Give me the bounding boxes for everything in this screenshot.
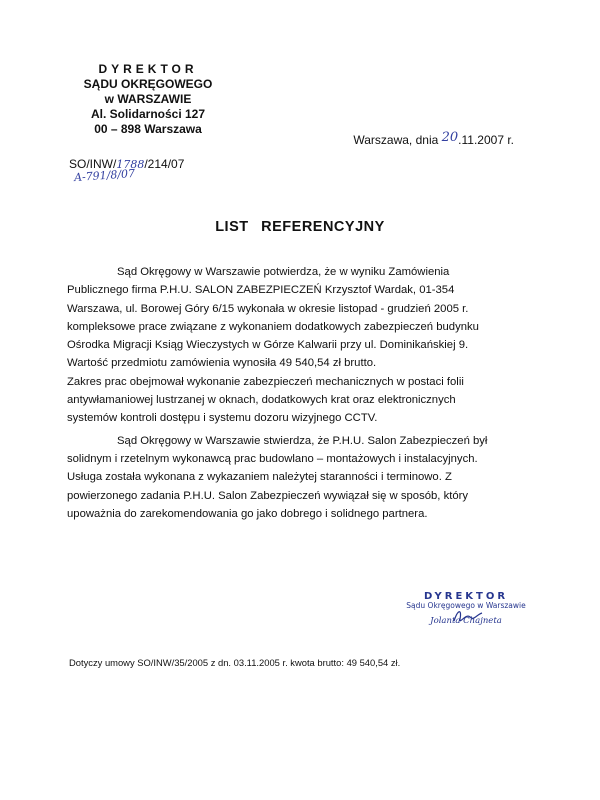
letterhead	[68, 62, 228, 137]
letterhead-postcode: 00 – 898 Warszawa	[94, 122, 202, 136]
letterhead-street: Al. Solidarności 127	[90, 107, 206, 121]
letterhead-title: DYREKTOR	[98, 62, 198, 76]
reference-prefix: SO/INW/	[69, 157, 117, 171]
letterhead-city: w WARSZAWIE	[104, 92, 192, 106]
reference-handwritten-number: 1788	[116, 158, 145, 171]
stamp-title: DYREKTOR	[423, 591, 509, 602]
body-line: solidnym i rzetelnym wykonawcą prac budowlano – montażowych i instalacyjnych.	[67, 452, 478, 465]
body-line: powierzonego zadania P.H.U. Salon Zabezpieczeń wywiązał się w sposób, który	[67, 489, 469, 502]
document-title: LIST REFERENCYJNY	[215, 219, 385, 235]
body-line: Usługa została wykonana z wykazaniem należytej staranności i terminowo. Z	[67, 471, 452, 484]
footer-note: Dotyczy umowy SO/INW/35/2005 z dn. 03.11.2005 r. kwota brutto: 49 540,54 zł.	[69, 657, 401, 668]
letter-body	[67, 263, 547, 523]
letter-date	[353, 130, 514, 148]
date-suffix: .11.2007 r.	[458, 133, 514, 147]
reference-handwritten-second: A-791/8/07	[73, 166, 136, 185]
body-line: kompleksowe prace związane z wykonaniem dodatkowych zabezpieczeń budynku	[67, 320, 479, 333]
body-line: Wartość przedmiotu zamówienia wynosiła 49 540,54 zł brutto.	[67, 357, 377, 370]
reference-suffix: /214/07	[144, 157, 185, 171]
body-line: Zakres prac obejmował wykonanie zabezpieczeń mechanicznych w postaci folii	[67, 375, 464, 388]
body-line: Publicznego firma P.H.U. SALON ZABEZPIECZEŃ Krzysztof Wardak, 01-354	[67, 284, 455, 297]
body-line: Warszawa, ul. Borowej Góry 6/15 wykonała w okresie listopad - grudzień 2005 r.	[67, 302, 469, 315]
body-line: antywłamaniowej lustrzanej w oknach, dodatkowych krat oraz elektronicznych	[67, 394, 456, 407]
body-line: Sąd Okręgowy w Warszawie stwierdza, że P.H.U. Salon Zabezpieczeń był	[117, 434, 488, 447]
stamp-subtitle: Sądu Okręgowego w Warszawie	[406, 601, 526, 610]
body-line: systemów kontroli dostępu i systemu dozoru wizyjnego CCTV.	[67, 412, 378, 425]
date-prefix: Warszawa, dnia	[353, 133, 442, 147]
letterhead-court: SĄDU OKRĘGOWEGO	[83, 77, 213, 91]
signature-scribble-icon	[448, 607, 488, 629]
body-line: Ośrodka Migracji Ksiąg Wieczystych w Górze Kalwarii przy ul. Dominikańskiej 9.	[67, 339, 469, 352]
body-line: Sąd Okręgowy w Warszawie potwierdza, że w wyniku Zamówienia	[117, 266, 450, 278]
body-line: upoważnia do zarekomendowania go jako dobrego i solidnego partnera.	[67, 507, 428, 520]
date-day-handwritten: 20	[441, 130, 459, 145]
signatory-name: Jolanta Chajneta	[430, 616, 502, 626]
signature-stamp	[396, 591, 536, 626]
